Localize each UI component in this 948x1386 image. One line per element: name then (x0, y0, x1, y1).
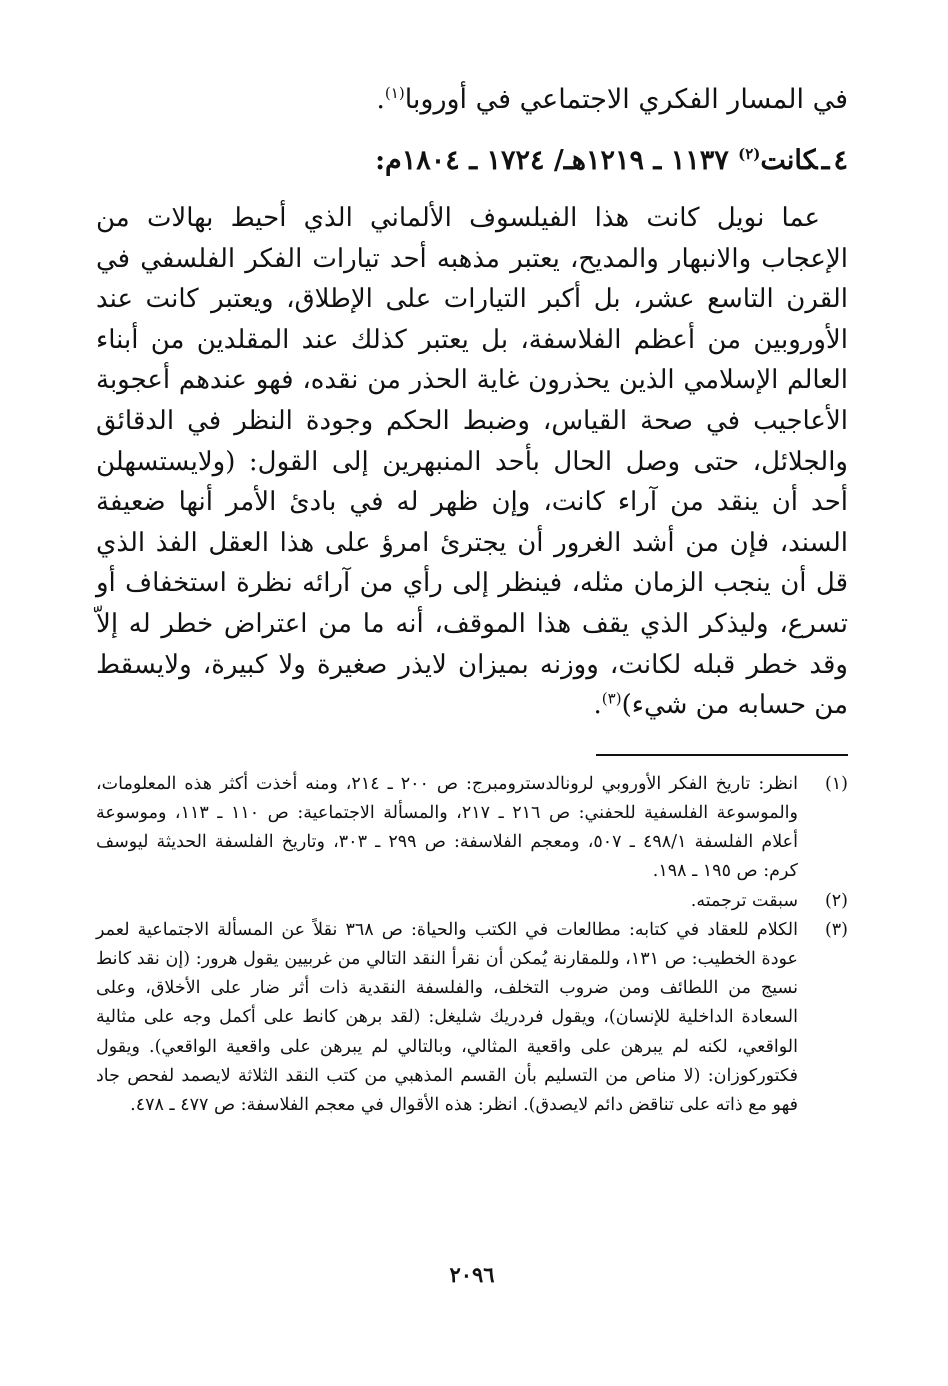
continuation-period: . (376, 84, 385, 115)
heading-separator: ـ (821, 145, 830, 176)
heading-number: ٤ (833, 145, 848, 176)
footnotes-list (96, 770, 848, 1120)
heading-dates: ١١٣٧ ـ ١٢١٩هـ/ ١٧٢٤ ـ ١٨٠٤م: (375, 145, 729, 176)
footnote-ref-3: (٣) (601, 689, 622, 708)
footnote-text: انظر: تاريخ الفكر الأوروبي لرونالدسترومبرج: ص ٢٠٠ ـ ٢١٤، ومنه أخذت أكثر هذه المعلومات، والموسوعة الفلسفية للحفني: ص ٢١٦ ـ ٢١٧، والمسألة الاجتماعية: ص ١١٠ ـ ١١٣، وموسوعة أعلام الفلسفة ٤٩٨/١ ـ ٥٠٧، ومعجم الفلاسفة: ص ٢٩٩ ـ ٣٠٣، وتاريخ الفلسفة الحديثة ليوسف كرم: ص ١٩٥ ـ ١٩٨. (96, 773, 799, 882)
body-text: عما نويل كانت هذا الفيلسوف الألماني الذي أحيط بهالات من الإعجاب والانبهار والمديح، يعتبر مذهبه أحد تيارات الفكر الفلسفي في القرن التاسع عشر، بل أكبر التيارات على الإطلاق، ويعتبر كانت عند الأوروبين من أعظم الفلاسفة، بل يعتبر كذلك عند المقلدين من أبناء العالم الإسلامي الذين يحذرون غاية الحذر من نقده، فهو عندهم أعجوبة الأعاجيب في صحة القياس، وضبط الحكم وجودة النظر في الدقائق والجلائل، حتى وصل الحال بأحد المنبهرين إلى القول: (ولايستسهلن أحد أن ينقد من آراء كانت، وإن ظهر له في بادئ الأمر أنها ضعيفة السند، فإن من أشد الغرور أن يجترئ امرؤ على هذا العقل الفذ الذي قل أن ينجب الزمان مثله، فينظر إلى رأي من آرائه نظرة استخفاف أو تسرع، وليذكر الذي يقف هذا الموقف، أنه ما من اعتراض خطر له إلاّ وقد خطر قبله لكانت، ووزنه بميزان لايذر صغيرة ولا كبيرة، ولايسقط من حسابه من شيء) (96, 203, 848, 721)
book-page (96, 70, 848, 1370)
footnote-item (96, 887, 848, 916)
footnote-number: (١) (824, 773, 848, 794)
footnote-divider (596, 754, 848, 756)
footnote-ref-1: (١) (384, 84, 405, 102)
heading-name: كانت (760, 145, 818, 176)
body-period: . (593, 690, 602, 721)
footnote-number: (٣) (824, 919, 848, 940)
footnote-text: الكلام للعقاد في كتابه: مطالعات في الكتب والحياة: ص ٣٦٨ نقلاً عن المسألة الاجتماعية لعمر عودة الخطيب: ص ١٣١، وللمقارنة يُمكن أن نقرأ النقد التالي من غربيين يقول هرور: (إن نقد كانط نسيج من اللطائف ومن ضروب التخلف، والفلسفة النقدية ذات أثر ضار على الأخلاق، وعلى السعادة الداخلية للإنسان)، ويقول فردريك شليغل: (لقد برهن كانط على أكمل وجه على مثالية الواقعي، لكنه لم يبرهن على واقعية المثالي، وبالتالي لم يبرهن على واقعية الواقعي). ويقول فكتوركوزان: (لا مناص من التسليم بأن القسم المذهبي من كتب النقد الثلاثة لايصمد لفحص جاد فهو مع ذاته على تناقض دائم لايصدق). انظر: هذه الأقوال في معجم الفلاسفة: ص ٤٧٧ ـ ٤٧٨. (96, 919, 798, 1115)
continuation-text: في المسار الفكري الاجتماعي في أوروبا (404, 84, 848, 115)
body-paragraph (96, 198, 848, 726)
section-heading (96, 132, 848, 190)
footnote-item (96, 916, 848, 1120)
continuation-line (96, 70, 848, 130)
footnote-item (96, 770, 848, 887)
footnote-ref-2: (٢) (738, 145, 761, 163)
page-number: ٢٠٩٦ (449, 1262, 495, 1287)
footnote-number: (٢) (824, 890, 848, 911)
footnote-text: سبقت ترجمته. (690, 890, 798, 911)
